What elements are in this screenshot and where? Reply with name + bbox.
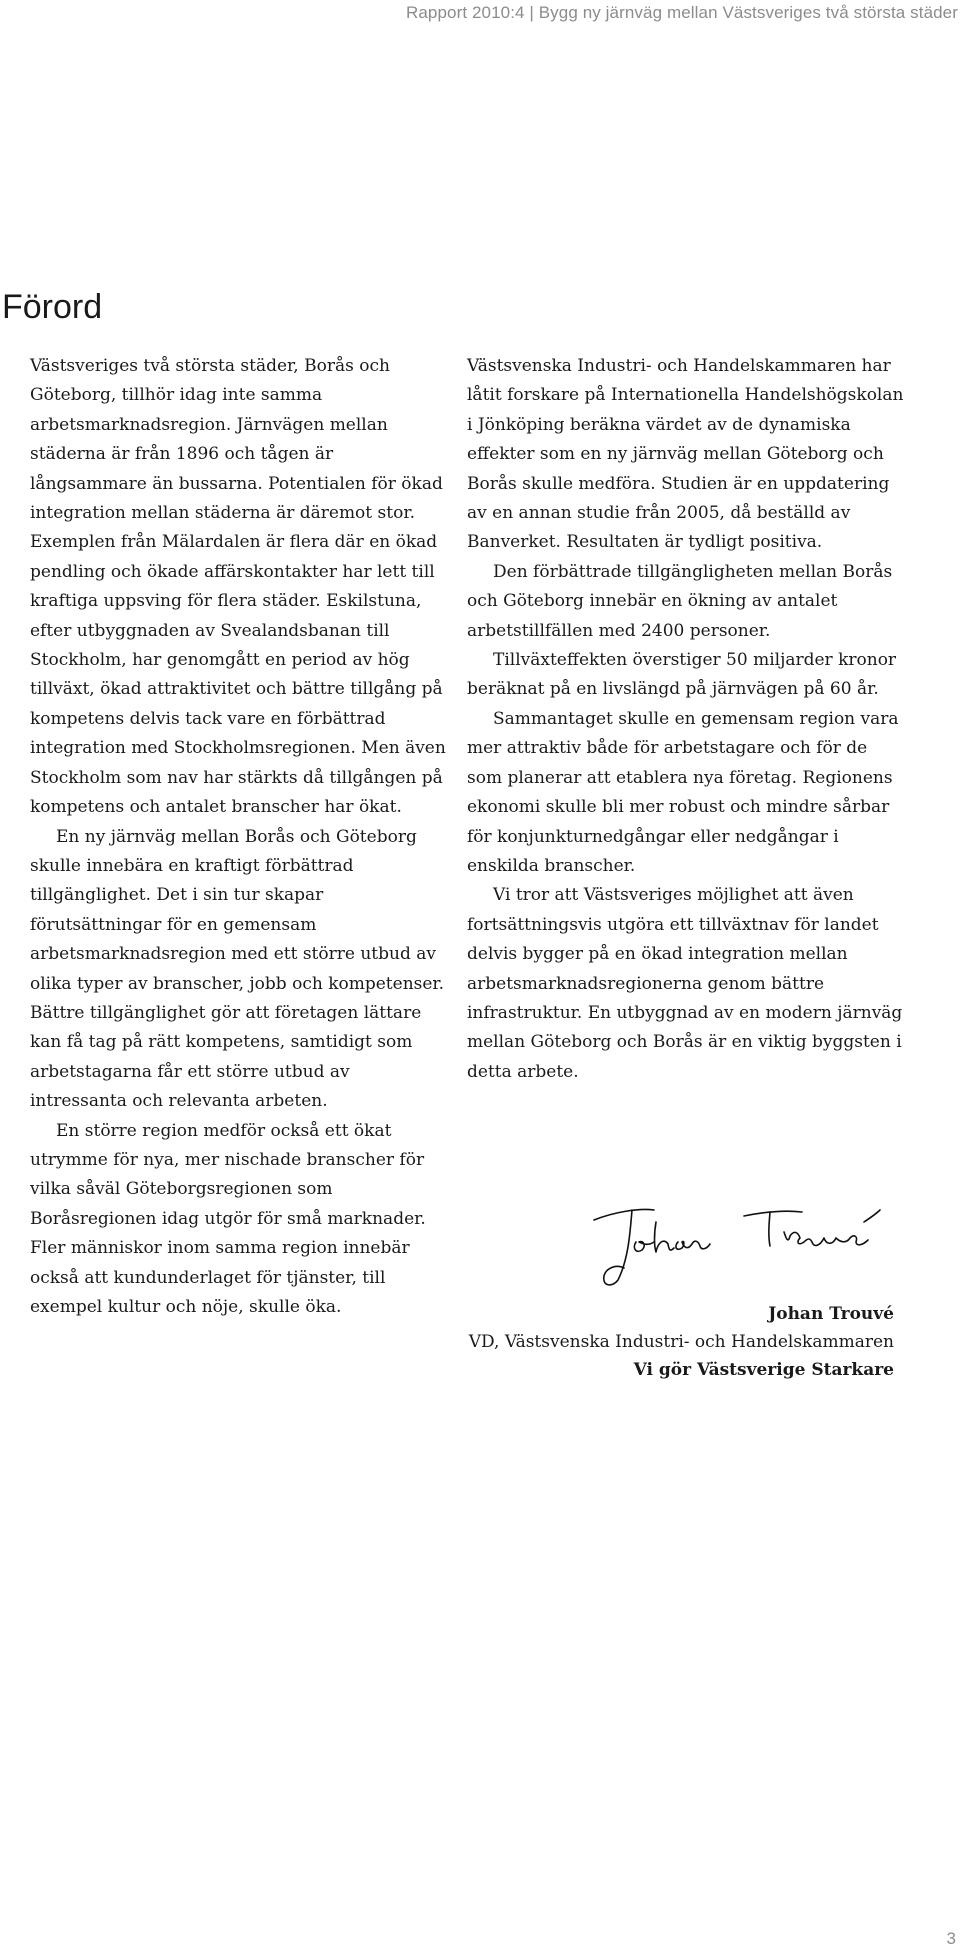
left-paragraph-1: Västsveriges två största städer, Borås och Göteborg, tillhör idag inte samma arbetsmarknadsregion. Järnvägen mellan städerna är från 1896 och tågen är långsammare än bussarna. Potentialen för ökad integration mellan städerna är däremot stor. Exemplen från Mälardalen är flera där en ökad pendling och ökade affärskontakter har lett till kraftiga uppsving för flera städer. Eskilstuna, efter utbyggnaden av Svealandsbanan till Stockholm, har genomgått en period av hög tillväxt, ökad attraktivitet och bättre tillgång på kompetens delvis tack vare en förbättrad integration med Stockholmsregionen. Men även Stockholm som nav har stärkts då tillgången på kompetens och antalet branscher har ökat. [30,356,446,818]
right-paragraph-4: Sammantaget skulle en gemensam region vara mer attraktiv både för arbetstagare och för de som planerar att etablera nya företag. Regionens ekonomi skulle bli mer robust och mindre sårbar för konjunkturnedgångar eller nedgångar i enskilda branscher. [467,708,899,876]
right-paragraph-3: Tillväxteffekten överstiger 50 miljarder kronor beräknat på en livslängd på järnvägen på 60 år. [467,650,897,700]
right-paragraph-5: Vi tror att Västsveriges möjlighet att även fortsättningsvis utgöra ett tillväxtnav för landet delvis bygger på en ökad integration mellan arbetsmarknadsregionerna genom bättre infrastruktur. En utbyggnad av en modern järnväg mellan Göteborg och Borås är en viktig byggsten i detta arbete. [467,885,903,1082]
handwritten-signature [584,1190,904,1290]
signatory-role: VD, Västsvenska Industri- och Handelskammaren [468,1332,894,1352]
running-header: Rapport 2010:4 | Bygg ny järnväg mellan Västsveriges två största städer [405,3,958,22]
left-paragraph-2: En ny järnväg mellan Borås och Göteborg skulle innebära en kraftigt förbättrad tillgänglighet. Det i sin tur skapar förutsättningar för en gemensam arbetsmarknadsregion med ett större utbud av olika typer av branscher, jobb och kompetenser. Bättre tillgänglighet gör att företagen lättare kan få tag på rätt kompetens, samtidigt som arbetstagarna får ett större utbud av intressanta och relevanta arbeten. [30,826,445,1112]
slogan: Vi gör Västsverige Starkare [633,1360,894,1380]
page-number: 3 [946,1929,956,1948]
left-paragraph-3: En större region medför också ett ökat utrymme för nya, mer nischade branscher för vilka såväl Göteborgsregionen som Boråsregionen idag utgör för små marknader. Fler människor inom samma region innebär också att kundunderlaget för tjänster, till exempel kultur och nöje, skulle öka. [30,1120,426,1317]
signatory-name: Johan Trouvé [768,1304,894,1324]
left-column [30,352,450,1322]
right-paragraph-1: Västsvenska Industri- och Handelskammaren har låtit forskare på Internationella Handelshögskolan i Jönköping beräkna värdet av de dynamiska effekter som en ny järnväg mellan Göteborg och Borås skulle medföra. Studien är en uppdatering av en annan studie från 2005, då beställd av Banverket. Resultaten är tydligt positiva. [467,356,904,553]
right-paragraph-2: Den förbättrade tillgängligheten mellan Borås och Göteborg innebär en ökning av antalet arbetstillfällen med 2400 personer. [467,561,893,641]
right-column [467,352,907,1087]
signature-block [469,1300,894,1384]
page-title: Förord [2,288,103,326]
